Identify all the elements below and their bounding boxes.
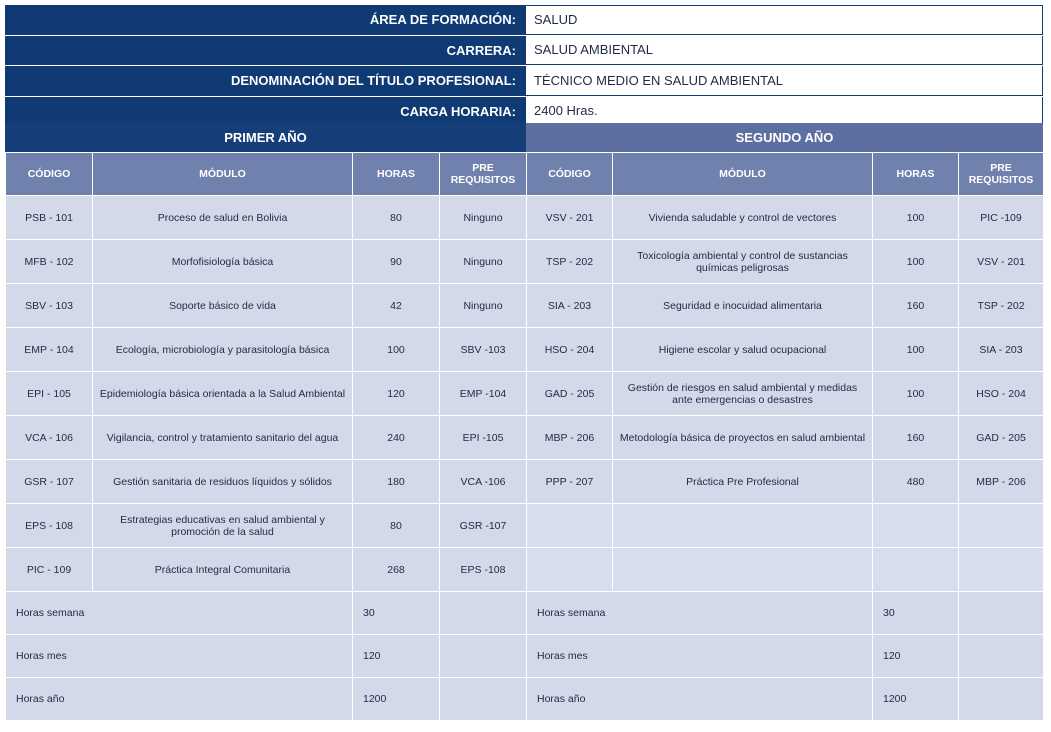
summary-row <box>6 635 527 678</box>
module-code: EPI - 105 <box>6 372 93 416</box>
prereq-header-line2: REQUISITOS <box>968 174 1034 186</box>
col-code-header: CÓDIGO <box>6 153 93 196</box>
table-header-row <box>6 153 527 196</box>
table-row <box>6 504 527 548</box>
module-hours: 80 <box>353 196 440 240</box>
module-code: HSO - 204 <box>527 328 613 372</box>
module-hours: 180 <box>353 460 440 504</box>
summary-row <box>6 678 527 721</box>
module-code: PPP - 207 <box>527 460 613 504</box>
col-prereq-header <box>440 153 527 196</box>
module-code: SIA - 203 <box>527 284 613 328</box>
module-code: PSB - 101 <box>6 196 93 240</box>
empty-row <box>527 548 1044 592</box>
info-label: CARRERA: <box>5 36 526 66</box>
table-row <box>6 284 527 328</box>
prereq-header-line1: PRE <box>990 162 1012 174</box>
module-prereq: EPS -108 <box>440 548 527 592</box>
module-hours: 42 <box>353 284 440 328</box>
module-hours: 120 <box>353 372 440 416</box>
empty-cell <box>959 592 1044 635</box>
col-module-header: MÓDULO <box>93 153 353 196</box>
module-name: Estrategias educativas en salud ambiental y promoción de la salud <box>93 504 353 548</box>
module-name: Soporte básico de vida <box>93 284 353 328</box>
summary-label: Horas año <box>6 678 353 721</box>
col-prereq-header <box>959 153 1044 196</box>
module-code: EPS - 108 <box>6 504 93 548</box>
module-name: Proceso de salud en Bolivia <box>93 196 353 240</box>
second-year-title: SEGUNDO AÑO <box>526 123 1043 152</box>
summary-label: Horas semana <box>6 592 353 635</box>
summary-row <box>527 678 1044 721</box>
empty-cell <box>873 504 959 548</box>
info-label: CARGA HORARIA: <box>5 97 526 127</box>
table-row <box>527 196 1044 240</box>
table-row <box>6 460 527 504</box>
summary-value: 30 <box>353 592 440 635</box>
empty-cell <box>527 548 613 592</box>
module-code: TSP - 202 <box>527 240 613 284</box>
module-prereq: SBV -103 <box>440 328 527 372</box>
empty-cell <box>440 592 527 635</box>
prereq-header-line1: PRE <box>472 162 494 174</box>
module-name: Gestión sanitaria de residuos líquidos y sólidos <box>93 460 353 504</box>
first-year-table <box>5 152 527 721</box>
module-prereq: TSP - 202 <box>959 284 1044 328</box>
module-prereq: VCA -106 <box>440 460 527 504</box>
module-code: VSV - 201 <box>527 196 613 240</box>
summary-value: 120 <box>353 635 440 678</box>
module-prereq: HSO - 204 <box>959 372 1044 416</box>
first-year-block <box>5 123 526 721</box>
module-code: SBV - 103 <box>6 284 93 328</box>
col-module-header: MÓDULO <box>613 153 873 196</box>
col-hours-header: HORAS <box>353 153 440 196</box>
module-name: Seguridad e inocuidad alimentaria <box>613 284 873 328</box>
module-prereq: Ninguno <box>440 196 527 240</box>
empty-cell <box>613 504 873 548</box>
module-prereq: SIA - 203 <box>959 328 1044 372</box>
table-row <box>6 240 527 284</box>
summary-row <box>6 592 527 635</box>
info-value: SALUD <box>526 5 1043 35</box>
summary-label: Horas año <box>527 678 873 721</box>
summary-label: Horas semana <box>527 592 873 635</box>
first-year-title: PRIMER AÑO <box>5 123 526 152</box>
module-code: PIC - 109 <box>6 548 93 592</box>
module-hours: 480 <box>873 460 959 504</box>
module-code: GAD - 205 <box>527 372 613 416</box>
summary-row <box>527 635 1044 678</box>
table-row <box>6 416 527 460</box>
table-row <box>6 196 527 240</box>
module-name: Morfofisiología básica <box>93 240 353 284</box>
info-value: 2400 Hras. <box>526 97 1043 127</box>
module-prereq: GAD - 205 <box>959 416 1044 460</box>
table-header-row <box>527 153 1044 196</box>
col-hours-header: HORAS <box>873 153 959 196</box>
module-hours: 240 <box>353 416 440 460</box>
summary-label: Horas mes <box>527 635 873 678</box>
summary-value: 1200 <box>873 678 959 721</box>
module-prereq: VSV - 201 <box>959 240 1044 284</box>
info-row-area <box>5 5 1043 36</box>
module-prereq: Ninguno <box>440 284 527 328</box>
table-row <box>6 372 527 416</box>
empty-cell <box>959 678 1044 721</box>
module-name: Práctica Pre Profesional <box>613 460 873 504</box>
module-hours: 100 <box>353 328 440 372</box>
module-hours: 80 <box>353 504 440 548</box>
empty-cell <box>440 678 527 721</box>
module-hours: 100 <box>873 328 959 372</box>
empty-cell <box>613 548 873 592</box>
module-hours: 90 <box>353 240 440 284</box>
module-name: Vivienda saludable y control de vectores <box>613 196 873 240</box>
summary-value: 1200 <box>353 678 440 721</box>
table-row <box>6 548 527 592</box>
module-name: Ecología, microbiología y parasitología básica <box>93 328 353 372</box>
module-prereq: EPI -105 <box>440 416 527 460</box>
module-name: Práctica Integral Comunitaria <box>93 548 353 592</box>
summary-row <box>527 592 1044 635</box>
module-prereq: GSR -107 <box>440 504 527 548</box>
second-year-table <box>526 152 1044 721</box>
module-name: Higiene escolar y salud ocupacional <box>613 328 873 372</box>
second-year-block <box>526 123 1043 721</box>
empty-cell <box>527 504 613 548</box>
summary-label: Horas mes <box>6 635 353 678</box>
module-hours: 100 <box>873 372 959 416</box>
info-value: TÉCNICO MEDIO EN SALUD AMBIENTAL <box>526 66 1043 96</box>
module-code: EMP - 104 <box>6 328 93 372</box>
info-value: SALUD AMBIENTAL <box>526 36 1043 66</box>
empty-cell <box>959 504 1044 548</box>
prereq-header-line2: REQUISITOS <box>450 174 516 186</box>
summary-value: 120 <box>873 635 959 678</box>
module-prereq: Ninguno <box>440 240 527 284</box>
module-prereq: EMP -104 <box>440 372 527 416</box>
module-hours: 100 <box>873 240 959 284</box>
empty-cell <box>959 635 1044 678</box>
module-prereq: MBP - 206 <box>959 460 1044 504</box>
module-name: Toxicología ambiental y control de sustancias químicas peligrosas <box>613 240 873 284</box>
module-name: Gestión de riesgos en salud ambiental y medidas ante emergencias o desastres <box>613 372 873 416</box>
module-name: Vigilancia, control y tratamiento sanitario del agua <box>93 416 353 460</box>
module-hours: 160 <box>873 416 959 460</box>
table-row <box>527 372 1044 416</box>
module-hours: 100 <box>873 196 959 240</box>
table-row <box>6 328 527 372</box>
module-hours: 268 <box>353 548 440 592</box>
module-code: GSR - 107 <box>6 460 93 504</box>
module-name: Epidemiología básica orientada a la Salud Ambiental <box>93 372 353 416</box>
empty-cell <box>959 548 1044 592</box>
table-row <box>527 460 1044 504</box>
module-code: MBP - 206 <box>527 416 613 460</box>
module-name: Metodología básica de proyectos en salud ambiental <box>613 416 873 460</box>
module-prereq: PIC -109 <box>959 196 1044 240</box>
empty-cell <box>440 635 527 678</box>
empty-row <box>527 504 1044 548</box>
summary-value: 30 <box>873 592 959 635</box>
module-hours: 160 <box>873 284 959 328</box>
info-row-career <box>5 36 1043 67</box>
table-row <box>527 328 1044 372</box>
col-code-header: CÓDIGO <box>527 153 613 196</box>
program-info <box>5 5 1043 127</box>
table-row <box>527 240 1044 284</box>
module-code: VCA - 106 <box>6 416 93 460</box>
table-row <box>527 284 1044 328</box>
module-code: MFB - 102 <box>6 240 93 284</box>
info-label: DENOMINACIÓN DEL TÍTULO PROFESIONAL: <box>5 66 526 96</box>
info-row-title <box>5 66 1043 97</box>
table-row <box>527 416 1044 460</box>
empty-cell <box>873 548 959 592</box>
info-label: ÁREA DE FORMACIÓN: <box>5 5 526 35</box>
